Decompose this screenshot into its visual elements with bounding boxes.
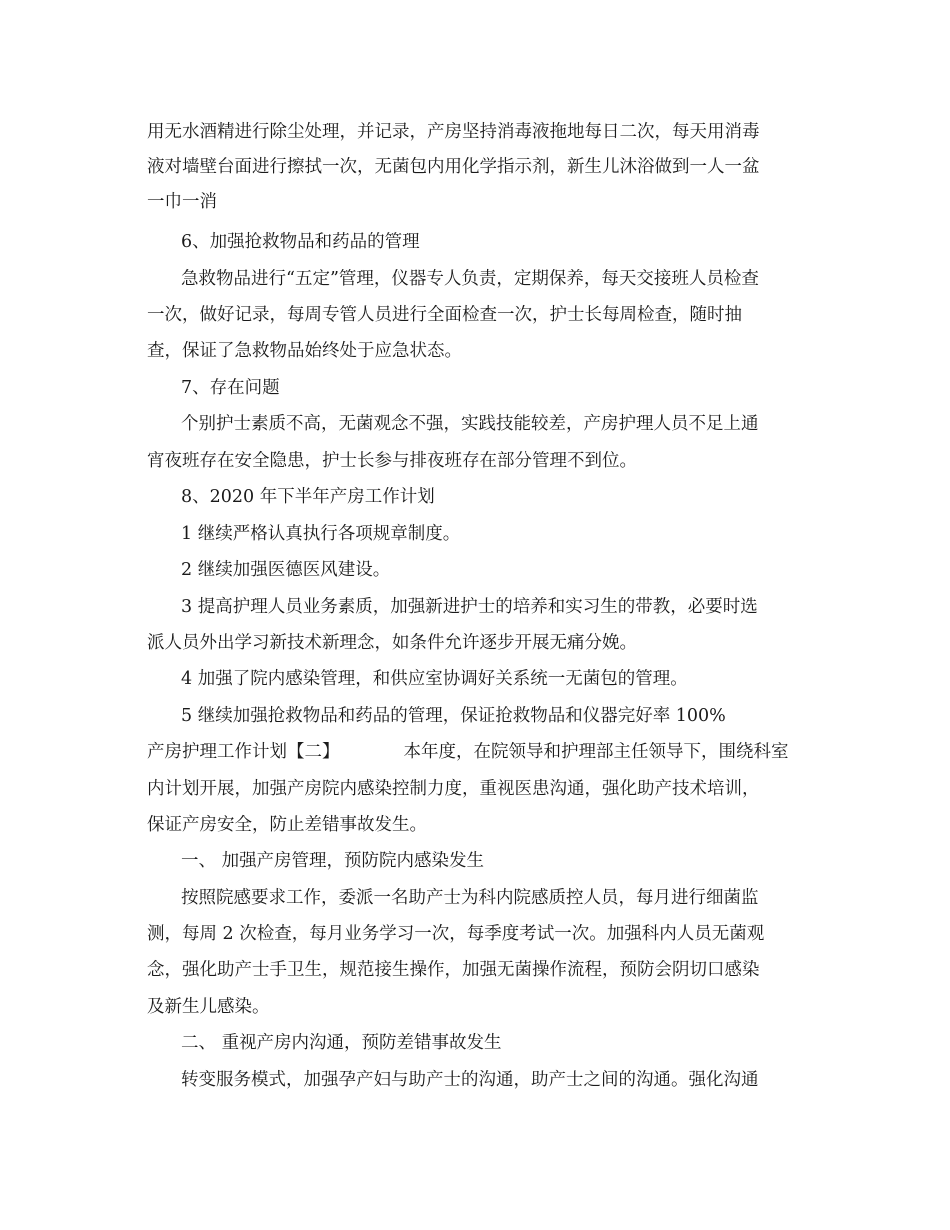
section-heading: 7、存在问题 [181, 378, 280, 398]
list-item: 5 继续加强抢救物品和药品的管理，保证抢救物品和仪器完好率 100% [181, 706, 726, 726]
text-line: 内计划开展，加强产房院内感染控制力度，重视医患沟通，强化助产技术培训， [147, 779, 760, 799]
text-line [147, 740, 807, 764]
section-heading: 一、 加强产房管理，预防院内感染发生 [181, 851, 485, 871]
text-line: 液对墙壁台面进行擦拭一次，无菌包内用化学指示剂，新生儿沐浴做到一人一盆 [147, 157, 760, 177]
section-heading: 二、 重视产房内沟通，预防差错事故发生 [181, 1033, 502, 1053]
text-line: 用无水酒精进行除尘处理，并记录，产房坚持消毒液拖地每日二次，每天用消毒 [147, 122, 760, 142]
list-item: 2 继续加强医德医风建设。 [181, 560, 391, 580]
text-line: 一巾一消 [147, 192, 217, 212]
text-line: 保证产房安全，防止差错事故发生。 [147, 815, 427, 835]
text-line: 及新生儿感染。 [147, 997, 270, 1017]
text-line: 急救物品进行“五定”管理，仪器专人负责，定期保养，每天交接班人员检查 [181, 269, 759, 289]
text-line: 一次，做好记录，每周专管人员进行全面检查一次，护士长每周检查，随时抽 [147, 305, 742, 325]
text-line: 按照院感要求工作，委派一名助产士为科内院感质控人员，每月进行细菌监 [181, 888, 759, 908]
text-line: 念，强化助产士手卫生，规范接生操作，加强无菌操作流程，预防会阴切口感染 [147, 960, 760, 980]
list-item: 1 继续严格认真执行各项规章制度。 [181, 524, 461, 544]
section-heading: 6、加强抢救物品和药品的管理 [181, 232, 420, 252]
list-item: 3 提高护理人员业务素质，加强新进护士的培养和实习生的带教，必要时选 [181, 597, 758, 617]
text-line: 查，保证了急救物品始终处于应急状态。 [147, 341, 462, 361]
list-item: 4 加强了院内感染管理，和供应室协调好关系统一无菌包的管理。 [181, 669, 688, 689]
text-line: 测，每周 2 次检查，每月业务学习一次，每季度考试一次。加强科内人员无菌观 [147, 924, 765, 944]
text-line: 本年度，在院领导和护理部主任领导下，围绕科室 [403, 742, 789, 762]
text-line: 派人员外出学习新技术新理念，如条件允许逐步开展无痛分娩。 [147, 633, 637, 653]
document-subtitle: 产房护理工作计划【二】 [147, 742, 340, 762]
text-line: 个别护士素质不高，无菌观念不强，实践技能较差，产房护理人员不足上通 [181, 414, 759, 434]
section-heading: 8、2020 年下半年产房工作计划 [181, 487, 435, 507]
text-line: 转变服务模式，加强孕产妇与助产士的沟通，助产士之间的沟通。强化沟通 [181, 1070, 759, 1090]
text-line: 宵夜班存在安全隐患，护士长参与排夜班存在部分管理不到位。 [147, 451, 637, 471]
